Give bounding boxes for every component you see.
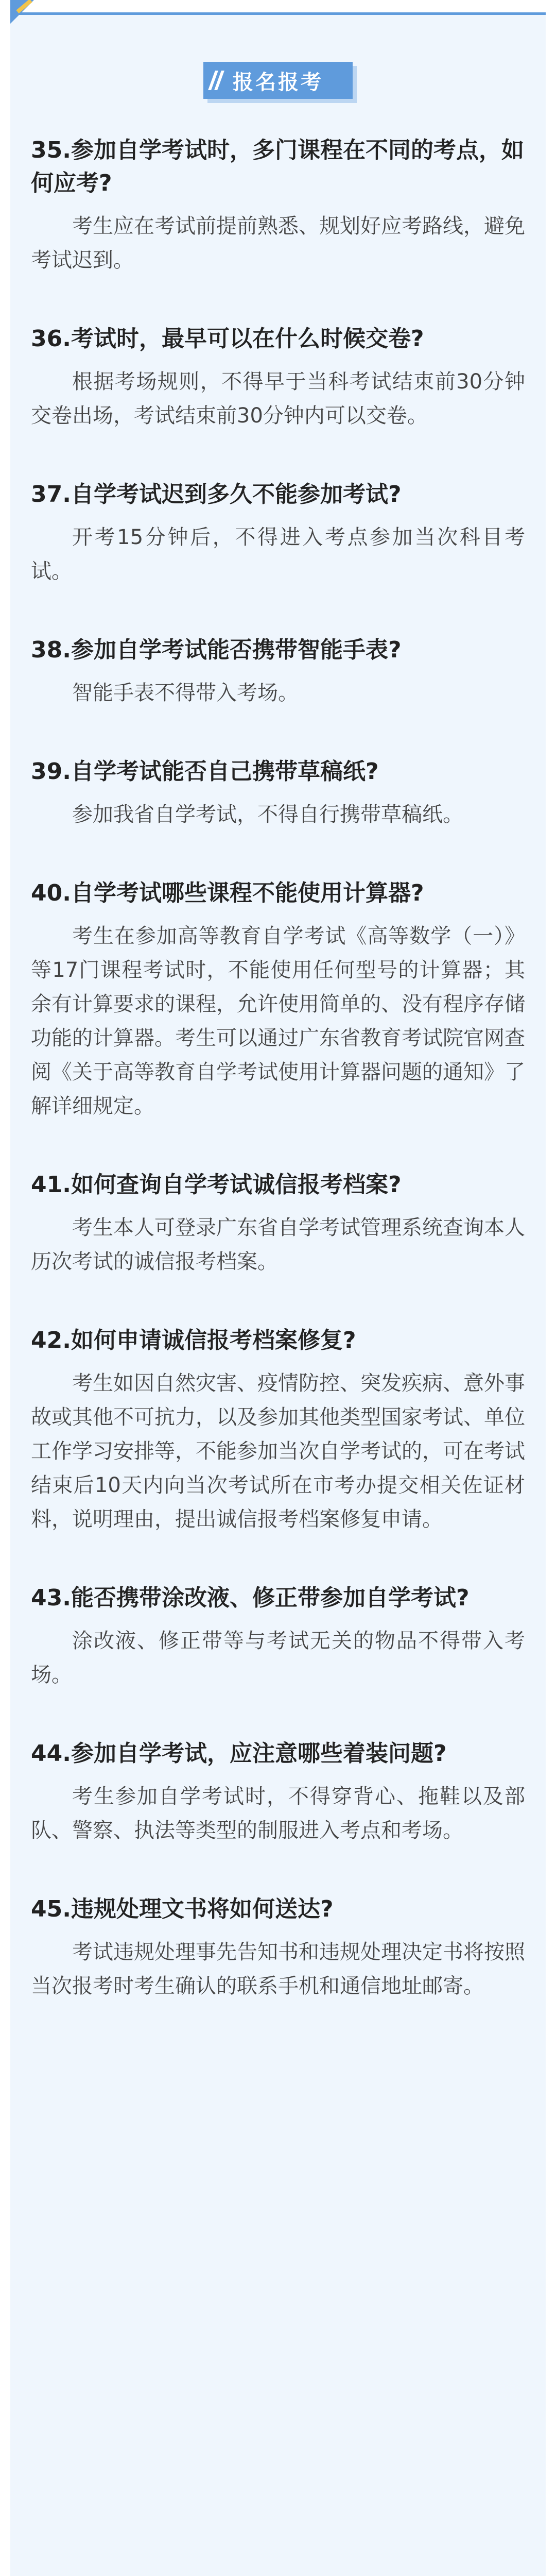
faq-item [31, 877, 525, 1123]
faq-answer: 涂改液、修正带等与考试无关的物品不得带入考场。 [31, 1629, 525, 1687]
faq-question: 43.能否携带涂改液、修正带参加自学考试? [31, 1585, 470, 1611]
faq-answer: 考生应在考试前提前熟悉、规划好应考路线，避免考试迟到。 [31, 214, 525, 272]
faq-item [31, 634, 525, 710]
faq-question: 36.考试时，最早可以在什么时候交卷? [31, 326, 424, 352]
faq-question: 39.自学考试能否自己携带草稿纸? [31, 758, 379, 785]
faq-answer: 考试违规处理事先告知书和违规处理决定书将按照当次报考时考生确认的联系手机和通信地址邮寄。 [31, 1940, 525, 1998]
faq-question: 35.参加自学考试时，多门课程在不同的考点，如何应考? [31, 137, 524, 196]
faq-item [31, 1582, 525, 1692]
faq-item [31, 1324, 525, 1536]
faq-answer: 开考15分钟后，不得进入考点参加当次科目考试。 [31, 526, 525, 583]
faq-answer: 考生在参加高等教育自学考试《高等数学（一）》等17门课程考试时，不能使用任何型号的计算器；其余有计算要求的课程，允许使用简单的、没有程序存储功能的计算器。考生可以通过广东省教育考试院官网查阅《关于高等教育自学考试使用计算器问题的通知》了解详细规定。 [31, 924, 525, 1118]
faq-answer: 根据考场规则，不得早于当科考试结束前30分钟交卷出场，考试结束前30分钟内可以交卷。 [31, 370, 525, 428]
faq-item [31, 1168, 525, 1279]
faq-item [31, 1893, 525, 2003]
faq-list [31, 134, 525, 2048]
banner-title: 报名报考 [233, 70, 323, 94]
faq-answer: 参加我省自学考试，不得自行携带草稿纸。 [72, 803, 463, 826]
faq-question: 44.参加自学考试，应注意哪些着装问题? [31, 1740, 447, 1767]
faq-item [31, 323, 525, 433]
section-banner [203, 62, 353, 99]
faq-answer: 考生本人可登录广东省自学考试管理系统查询本人历次考试的诚信报考档案。 [31, 1216, 525, 1274]
faq-answer: 智能手表不得带入考场。 [72, 681, 299, 705]
faq-question: 37.自学考试迟到多久不能参加考试? [31, 481, 402, 507]
faq-question: 42.如何申请诚信报考档案修复? [31, 1327, 356, 1353]
faq-item [31, 1737, 525, 1848]
faq-question: 40.自学考试哪些课程不能使用计算器? [31, 880, 424, 906]
faq-question: 45.违规处理文书将如何送达? [31, 1896, 334, 1922]
faq-answer: 考生参加自学考试时，不得穿背心、拖鞋以及部队、警察、执法等类型的制服进入考点和考场。 [31, 1785, 525, 1842]
faq-item [31, 478, 525, 588]
faq-question: 41.如何查询自学考试诚信报考档案? [31, 1172, 402, 1198]
faq-item [31, 755, 525, 832]
faq-answer: 考生如因自然灾害、疫情防控、突发疾病、意外事故或其他不可抗力，以及参加其他类型国家考试、单位工作学习安排等，不能参加当次自学考试的，可在考试结束后10天内向当次考试所在市考办提交相关佐证材料，说明理由，提出诚信报考档案修复申请。 [31, 1371, 525, 1531]
faq-question: 38.参加自学考试能否携带智能手表? [31, 637, 402, 663]
faq-item [31, 134, 525, 277]
